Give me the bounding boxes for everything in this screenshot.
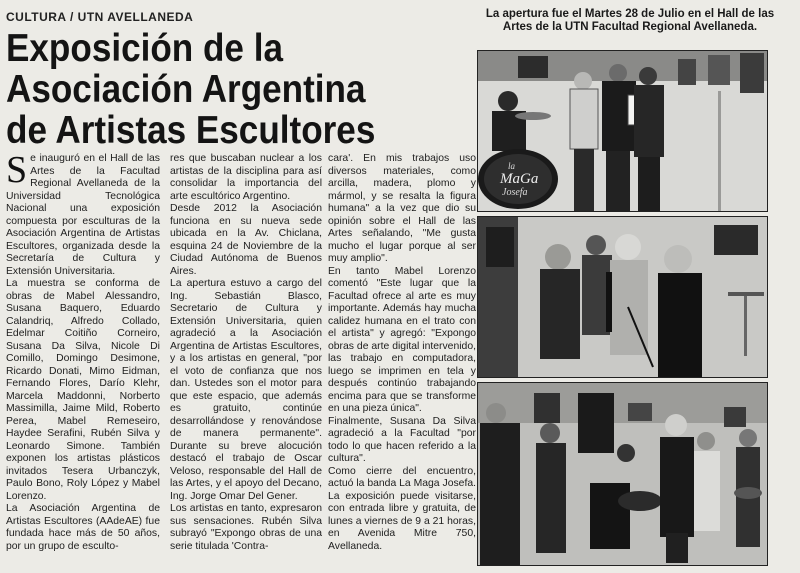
article-paragraph: Finalmente, Susana Da Silva agradeció a la Facultad "por todo lo que hacen referido a la cultura". [328,415,476,464]
headline-line-2: Asociación Argentina [6,68,366,111]
photo-caption: La apertura fue el Martes 28 de Julio en el Hall de las Artes de la UTN Facultad Regional Avellaneda. [485,8,775,33]
drum-logo-text-la: la [508,161,516,171]
article-paragraph: Desde 2012 la Asociación funciona en su nueva sede ubicada en la Av. Chiclana, esquina 24 de Noviembre de la Ciudad Autónoma de Buenos Aires. [170,203,322,277]
paragraph-text: e inauguró en el Hall de las Artes de la Facultad Regional Avellaneda de la Universidad Tecnológica Nacional una exposición compuesta por esculturas de la Asociación Argentina de Artistas Escultores, organizada desde la Secretaría de Cultura y Extensión Universitaria. [6,153,160,277]
photo-band-performance [477,382,768,566]
photo-artists-group-image [478,217,767,377]
headline-line-3: de Artistas Escultores [6,109,376,152]
drop-cap: S [6,149,28,191]
headline-line-1: Exposición de la [6,27,283,70]
article-paragraph: Los artistas en tanto, expresaron sus sensaciones. Rubén Silva subrayó "Expongo obras de una serie titulada 'Contra- [170,503,322,552]
photo-opening-speakers [477,50,768,212]
headline [6,28,402,151]
article-paragraph: cara'. En mis trabajos uso diversos materiales, como arcilla, madera, plomo y mármol, y se resalta la figura humana" a la vez que dio su opinión sobre el Hall de las Artes señalando, "Me gusta mucho el lugar porque al ser muy amplio". [328,153,476,264]
article-paragraph: La apertura estuvo a cargo del Ing. Sebastián Blasco, Secretario de Cultura y Extensión Universitaria, quien agradeció a la Asociación Argentina de Artistas Escultores, y a los artistas en general, "por el voto de confianza que nos dan. Ustedes son el motor para que este espacio, que además es gratuito, continúe desarrollándose y renovándose de manera permanente". Durante su breve alocución destacó el trabajo de Oscar Veloso, responsable del Hall de las Artes, y el apoyo del Decano, Ing. Jorge Omar Del Gener. [170,278,322,502]
drum-logo-text-josefa: Josefa [502,187,528,198]
article-paragraph: La muestra se conforma de obras de Mabel Alessandro, Susana Baquero, Eduardo Calandriq, Alfredo Collado, Edelmar Coitiño Corneiro, Susana Da Silva, Nicole Di Comillo, Domingo Desimone, Ricardo Donati, Mimo Eidman, Fernando Flores, Darío Klehr, Marcela Maddonni, Norberto Massimilla, Jaime Mild, Roberto Perea, Mabel Remeseiro, Haydee Serafini, Rubén Silva y Leonardo Simone. También exponen los artistas plásticos invitados Tesera Urbanczyk, Paulo Bono, Roly López y Mabel Lorenzo. [6,278,160,502]
article-paragraph: res que buscaban nuclear a los artistas de la disciplina para así consolidar la importancia del arte escultórico Argentino. [170,153,322,202]
article-column-1 [6,149,160,553]
article-column-2 [170,153,322,553]
article-paragraph: La Asociación Argentina de Artistas Escultores (AAdeAE) fue fundada hace más de 50 años, por un grupo de esculto- [6,503,160,552]
photo-band-performance-image [478,383,767,565]
drum-logo-text-maga: MaGa [500,171,539,187]
article-paragraph: En tanto Mabel Lorenzo comentó "Este lugar que la Facultad ofrece al arte es muy importante. Además hay mucha calidez humana en el trato con el artista" y agregó: "Expongo obras de arte digital intervenido, las trabajo en computadora, luego se imprimen en tela y después continúo trabajando encima para que se transforme en una pieza única". [328,265,476,414]
article-paragraph: Como cierre del encuentro, actuó la banda La Maga Josefa. La exposición puede visitarse, con entrada libre y gratuita, de lunes a viernes de 9 a 21 horas, en Avenida Mitre 750, Avellaneda. [328,465,476,552]
section-label: CULTURA / UTN AVELLANEDA [6,10,194,24]
photo-opening-speakers-image [478,51,767,211]
article-column-3 [328,153,476,553]
article-paragraph [6,149,160,278]
photo-artists-group [477,216,768,378]
